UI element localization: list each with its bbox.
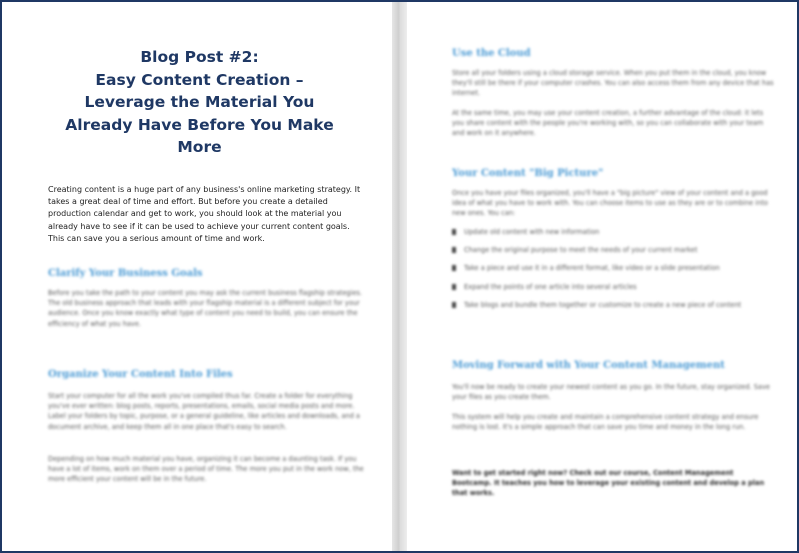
- list-item-text: Change the original purpose to meet the needs of your current market: [464, 246, 698, 255]
- list-item: [452, 263, 774, 273]
- title-line: Blog Post #2:: [140, 48, 259, 66]
- list-item: [452, 282, 774, 292]
- list-item: [452, 245, 774, 255]
- page-gutter: [392, 2, 407, 551]
- list-item-text: Expand the points of one article into several articles: [464, 282, 637, 291]
- title-line: Already Have Before You Make: [65, 115, 334, 134]
- bullet-icon: [452, 247, 456, 253]
- page-right: [407, 2, 797, 551]
- section-paragraph: At the same time, you may use your content creation, a further advantage of the cloud: it lets you share content with the people you're working with, so you can collaborate with your team and work on it anywhere.: [452, 109, 764, 138]
- intro-paragraph: Creating content is a huge part of any business's online marketing strategy. It takes a great deal of time and effort. But before you create a detailed production calendar and get to work, you should look at the material you already have to see if it can be used to achieve your current content goals. This can save you a serious amount of time and work.: [48, 185, 361, 243]
- document-title: [32, 46, 367, 159]
- closing-paragraph: Want to get started right now? Check out our course, Content Management Bootcamp. It teaches you how to leverage your existing content and develop a plan that works.: [452, 469, 765, 498]
- section-heading: Organize Your Content Into Files: [48, 369, 233, 380]
- bullet-icon: [452, 302, 456, 308]
- section-paragraph: Store all your folders using a cloud storage service. When you put them in the cloud, you know they'll still be there if your computer crashes. You can also access them from any device that has internet.: [452, 69, 774, 98]
- title-line: Leverage the Material You: [84, 93, 315, 111]
- section-paragraph: You'll now be ready to create your newest content as you go. In the future, stay organized. Save your files as you create them.: [452, 383, 770, 402]
- list-item: [452, 300, 774, 310]
- list-item: [452, 227, 774, 237]
- list-item-text: Update old content with new information: [464, 228, 600, 236]
- section-paragraph: Depending on how much material you have, organizing it can become a daunting task. If you have a lot of items, work on them over a period of time. The more you put in the work now, the more efficient your content will be in the future.: [48, 455, 364, 484]
- bullet-icon: [452, 284, 456, 290]
- section-paragraph: Before you take the path to your content you may ask the current business flagship strategies. The old business approach that leads with your flagship material is a different subject for your audience. Once you know exactly what type of content you need to build, you can ensure the efficiency of what you have.: [48, 289, 363, 328]
- bullet-icon: [452, 229, 456, 235]
- section-heading: Clarify Your Business Goals: [48, 268, 203, 279]
- section-paragraph: Once you have your files organized, you'll have a "big picture" view of your content and a good idea of what you have to work with. You can choose items to use as they are or to combine into new ones. You can:: [452, 189, 768, 218]
- bullet-icon: [452, 265, 456, 271]
- section-heading: Moving Forward with Your Content Management: [452, 360, 725, 371]
- title-line: Easy Content Creation –: [95, 70, 304, 89]
- section-heading: Use the Cloud: [452, 48, 531, 59]
- list-item-text: Take a piece and use it in a different format, like video or a slide presentation: [464, 264, 720, 273]
- page-left: [2, 2, 392, 551]
- list-item-text: Take blogs and bundle them together or customize to create a new piece of content: [464, 300, 742, 309]
- section-heading: Your Content "Big Picture": [452, 168, 604, 179]
- title-line: More: [177, 138, 222, 156]
- bullet-list: [452, 227, 774, 318]
- section-paragraph: Start your computer for all the work you've compiled thus far. Create a folder for everything you've ever written: blog posts, reports, presentations, emails, social media posts and more. Label your folders by topic, purpose, or a general guideline, like articles and downloads, and a document archive, and keep them all in one place that's easy to search.: [48, 392, 360, 431]
- section-paragraph: This system will help you create and maintain a comprehensive content strategy and ensure nothing is lost. It's a simple approach that can save you time and money in the long run.: [452, 413, 759, 432]
